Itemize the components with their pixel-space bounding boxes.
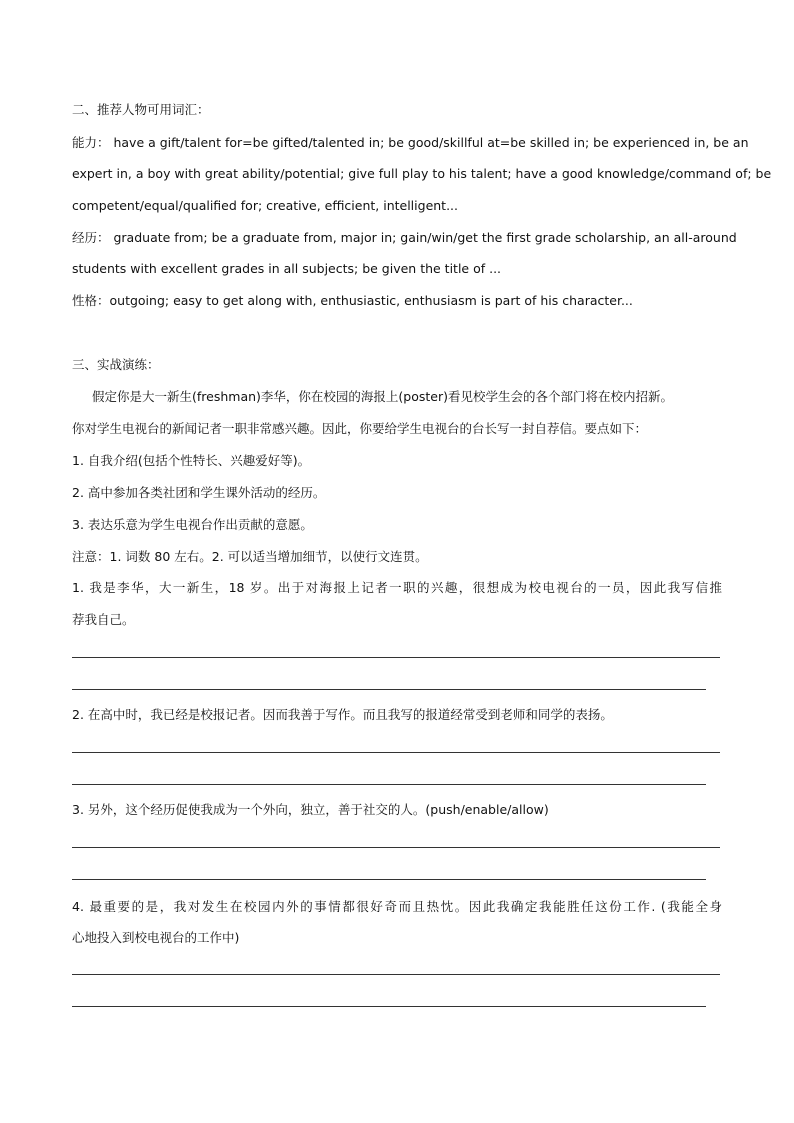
exercise-3-line-1: 3. 另外，这个经历促使我成为一个外向，独立，善于社交的人。(push/enable/allow)	[72, 802, 549, 817]
prompt-line-2: 你对学生电视台的新闻记者一职非常感兴趣。因此，你要给学生电视台的台长写一封自荐信。要点如下：	[72, 421, 648, 436]
exercise-4-line-1: 4. 最重要的是，我对发生在校园内外的事情都很好奇而且热忱。因此我确定我能胜任这份工作. (我能全身	[72, 899, 722, 914]
character-line: 性格：outgoing; easy to get along with, enthusiastic, enthusiasm is part of his character...	[72, 293, 633, 308]
exercise-2-line-1: 2. 在高中时，我已经是校报记者。因而我善于写作。而且我写的报道经常受到老师和同学的表扬。	[72, 707, 613, 722]
ability-line-3: competent/equal/qualified for; creative, efficient, intelligent...	[72, 198, 458, 213]
experience-line-2: students with excellent grades in all subjects; be given the title of ...	[72, 261, 502, 276]
exercise-1-line-2: 荐我自己。	[72, 612, 135, 627]
answer-line[interactable]	[72, 784, 706, 785]
section2-heading: 二、推荐人物可用词汇：	[72, 102, 210, 117]
point-1: 1. 自我介绍(包括个性特长、兴趣爱好等)。	[72, 453, 311, 468]
answer-line[interactable]	[72, 657, 720, 658]
note-line: 注意：1. 词数 80 左右。2. 可以适当增加细节，以使行文连贯。	[72, 549, 428, 564]
section3-heading: 三、实战演练：	[72, 357, 160, 372]
prompt-line-1: 假定你是大一新生(freshman)李华，你在校园的海报上(poster)看见校学生会的各个部门将在校内招新。	[92, 389, 673, 404]
ability-line-1: 能力： have a gift/talent for=be gifted/talented in; be good/skillful at=be skilled in; be experienced in, be an	[72, 135, 749, 150]
exercise-4-line-2: 心地投入到校电视台的工作中)	[72, 930, 240, 945]
answer-line[interactable]	[72, 689, 706, 690]
ability-line-2: expert in, a boy with great ability/potential; give full play to his talent; have a good knowledge/command of; be	[72, 166, 772, 181]
point-3: 3. 表达乐意为学生电视台作出贡献的意愿。	[72, 517, 313, 532]
answer-line[interactable]	[72, 974, 720, 975]
exercise-1-line-1: 1. 我是李华，大一新生，18 岁。出于对海报上记者一职的兴趣，很想成为校电视台的一员，因此我写信推	[72, 580, 722, 595]
answer-line[interactable]	[72, 847, 720, 848]
answer-line[interactable]	[72, 752, 720, 753]
point-2: 2. 高中参加各类社团和学生课外活动的经历。	[72, 485, 326, 500]
answer-line[interactable]	[72, 879, 706, 880]
experience-line-1: 经历： graduate from; be a graduate from, major in; gain/win/get the first grade scholarship, an all-around	[72, 230, 737, 245]
answer-line[interactable]	[72, 1006, 706, 1007]
